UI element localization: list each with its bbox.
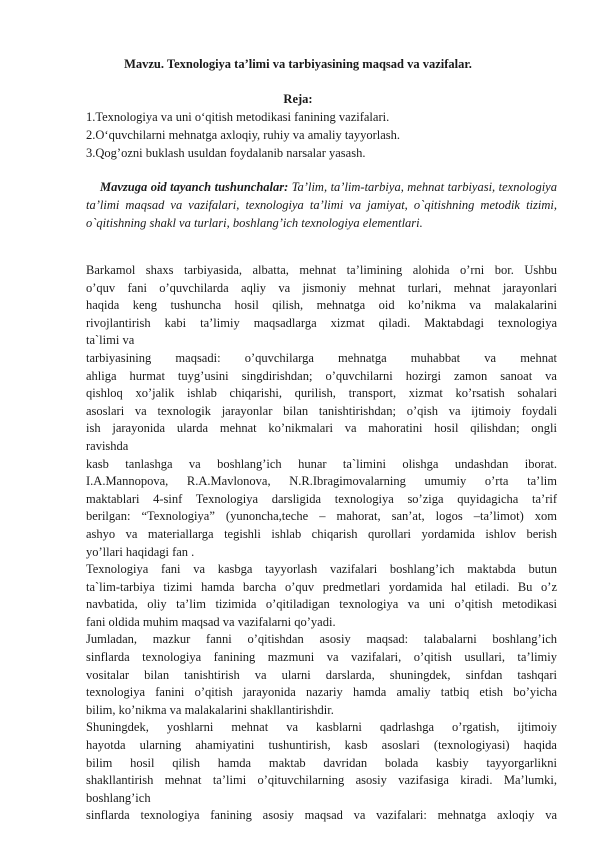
keywords-text: Ta’lim, ta’lim-tarbiya, mehnat tarbiyasi, texnologiya ta’limi maqsad va vazifalari, texnologiya ta’limi va jamiyat, o`qitishning metodik tizimi, o`qitishning shakl va turlari, boshlang’ich texnologiya elementlari. bbox=[86, 180, 557, 230]
text-line: fani oldida muhim maqsad va vazifalarni qo’yadi. bbox=[86, 614, 336, 629]
text-line: bilim hosil qilish hamda maktab davridan bolada kasbiy tayyorgarlikni bbox=[86, 755, 557, 770]
text-line: qishloq xo’jalik ishlab chiqarishi, qurilish, transport, xizmat ko’rsatish sohalari bbox=[86, 386, 557, 401]
text-line: ravishda bbox=[86, 438, 129, 453]
text-line: ta`lim-tarbiya tizimi hamda barcha o’quv predmetlari yordamida hal etiladi. Bu o’z bbox=[86, 579, 557, 594]
plan-list bbox=[86, 108, 400, 162]
text-line: navbatida, oliy ta’lim tizimida o’qitiladigan texnologiya va uni o’qitish metodikasi bbox=[86, 597, 557, 612]
text-line: Texnologiya fani va kasbga tayyorlash vazifalari boshlang’ich maktabda butun bbox=[86, 562, 557, 577]
text-line: bilim, ko’nikma va malakalarini shakllantirishdir. bbox=[86, 702, 334, 717]
text-line: maktablari 4-sinf Texnologiya darsligida texnologiya so’ziga quyidagicha ta’rif bbox=[86, 491, 557, 506]
text-line: boshlang’ich bbox=[86, 790, 151, 805]
text-line: ish jarayonida ularda mehnat ko’nikmalari va mahoratini hosil qilishdan; ongli bbox=[86, 421, 557, 436]
keywords-lead: Mavzuga oid tayanch tushunchalar: bbox=[99, 180, 289, 194]
keywords-paragraph bbox=[86, 178, 557, 232]
text-line: yo’llari haqidagi fan . bbox=[86, 544, 195, 559]
text-line: tarbiyasining maqsadi: o’quvchilarga mehnatga muhabbat va mehnat bbox=[86, 350, 557, 365]
plan-item: 3.Qog’ozni buklash usuldan foydalanib narsalar yasash. bbox=[86, 146, 366, 160]
text-line: texnologiya fanini o’qitish jarayonida nazariy hamda amaliy tatbiq etish bo’yicha bbox=[86, 685, 557, 700]
text-line: ta`limi va bbox=[86, 333, 135, 348]
text-line: Shuningdek, yoshlarni mehnat va kasblarni qadrlashga o’rgatish, ijtimoiy bbox=[86, 720, 557, 735]
text-line: Jumladan, mazkur fanni o’qitishdan asosiy maqsad: talabalarni boshlang’ich bbox=[86, 632, 557, 647]
text-line: rivojlantirish kabi ta’limiy maqsadlarga xizmat qiladi. Maktabdagi texnologiya bbox=[86, 315, 557, 330]
text-line: shakllantirish mehnat ta’limi o’qituvchilarning asosiy vazifasiga kiradi. Ma’lumki, bbox=[86, 773, 557, 788]
text-line: berilgan: “Texnologiya” (yunoncha,teche – mahorat, san’at, logos –ta’limot) xom bbox=[86, 509, 557, 524]
text-line: ashyo va materiallarga tegishli ishlab chiqarish qurollari yordamida ishlov berish bbox=[86, 526, 557, 541]
text-line: vositalar bilan tanishtirish va ularni darslarda, shuningdek, sinfdan tashqari bbox=[86, 667, 557, 682]
text-line: o’quv fani o’quvchilarda aqliy va jismoniy mehnat turlari, mehnat jarayonlari bbox=[86, 280, 557, 295]
text-line: sinflarda texnologiya fanining asosiy maqsad va vazifalari: mehnatga axloqiy va bbox=[86, 808, 557, 823]
text-line: ahliga hurmat tuyg’usini singdirishdan; o’quvchilarni hozirgi zamon sanoat va bbox=[86, 368, 557, 383]
text-line: Barkamol shaxs tarbiyasida, albatta, mehnat ta’limining alohida o’rni bor. Ushbu bbox=[86, 263, 557, 277]
plan-item: 2.Oʻquvchilarni mehnatga axloqiy, ruhiy va amaliy tayyorlash. bbox=[86, 128, 401, 142]
text-line: sinflarda texnologiya fanining mazmuni va vazifalari, o’qitish usullari, ta’limiy bbox=[86, 650, 557, 665]
text-line: kasb tanlashga va boshlang’ich hunar ta`limini olishga undashdan iborat. bbox=[86, 456, 557, 471]
text-line: asoslari va texnologik jarayonlar bilan tanishtirishdan; o’qish va ijtimoiy foydali bbox=[86, 403, 557, 418]
document-title: Mavzu. Texnologiya ta’limi va tarbiyasining maqsad va vazifalar. bbox=[124, 57, 472, 71]
plan-heading: Reja: bbox=[283, 92, 313, 106]
body-text bbox=[86, 262, 557, 825]
text-line: haqida keng tushuncha hosil qilish, mehnatga oid ko’nikma va malakalarini bbox=[86, 298, 557, 313]
text-line: hayotda ularning ahamiyatini tushuntirish, kasb asoslari (texnologiyasi) haqida bbox=[86, 738, 557, 753]
text-line: I.A.Mannopova, R.A.Mavlonova, N.R.Ibragimovalarning umumiy o’rta ta’lim bbox=[86, 474, 557, 489]
plan-item: 1.Texnologiya va uni oʻqitish metodikasi fanining vazifalari. bbox=[86, 110, 390, 124]
